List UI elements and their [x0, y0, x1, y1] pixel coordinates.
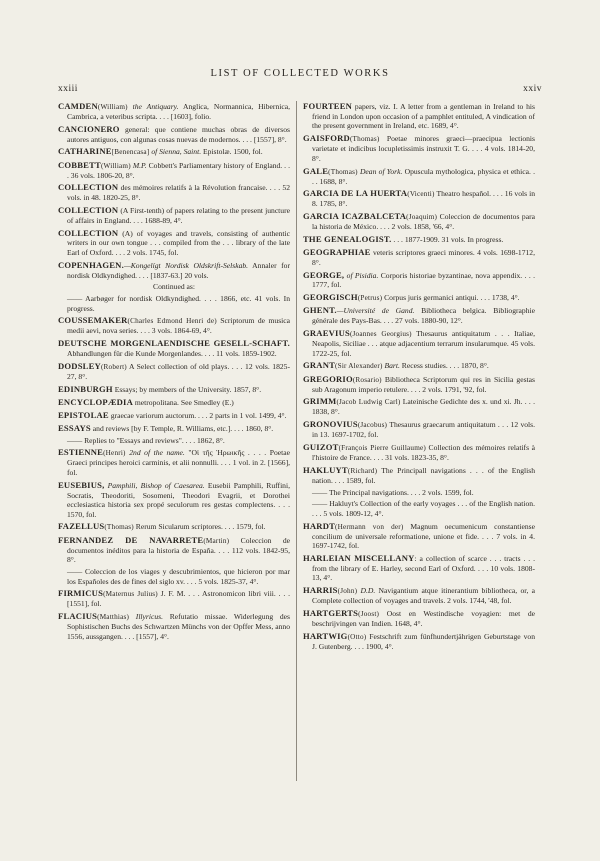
catalog-entry: [58, 588, 290, 609]
catalog-entry: [58, 423, 290, 434]
entry-text: —— Replies to "Essays and reviews". . . . 1862, 8°.: [67, 435, 225, 445]
entry-text: —— Aarbøger for nordisk Oldkyndighed. . . . 1866, etc. 41 vols. In progress.: [67, 294, 290, 313]
catalog-entry: [303, 488, 535, 498]
entry-heading: COBBETT: [58, 159, 101, 170]
catalog-entry: [303, 166, 535, 187]
entry-heading: GHENT.: [303, 305, 337, 316]
entry-author: [Benencasa]: [111, 148, 150, 157]
entry-text: Essays; by members of the University. 1857, 8°.: [112, 384, 262, 394]
entry-text: Anglica, Normannica, Hibernica, Cambrica, a veteribus scripta. . . . [1603], folio.: [67, 102, 291, 122]
entry-text: : a collection of scarce . . . tracts . . . from the library of E. Harley, second Earl of Oxford. . . . 10 vols. 1808-13, 4°.: [312, 554, 535, 583]
entry-heading: CATHARINE: [58, 146, 112, 157]
entry-text: metropolitana. See Smedley (E.): [132, 397, 234, 407]
catalog-entry: [303, 328, 535, 358]
catalog-entry: [303, 234, 535, 245]
entry-text: Cobbett's Parliamentary history of England. . . . 36 vols. 1806-20, 8°.: [67, 160, 290, 180]
catalog-entry: [303, 305, 535, 325]
entry-text: graecae variorum auctorum. . . . 2 parts in 1 vol. 1499, 4°.: [108, 410, 287, 420]
entry-heading: HARDT: [303, 520, 336, 531]
entry-heading: EDINBURGH: [58, 383, 113, 394]
entry-author: (Joost): [358, 610, 380, 619]
entry-text: Continued as:: [153, 282, 195, 292]
entry-text: Refutatio missae. Widerlegung des Sophistischen Buchs des Schwartzen Münchs von der Opffer Mess, anno 1556, aussgangen. . . . [1557], 4°.: [67, 612, 290, 641]
entry-text: Eusebii Pamphili, Ruffini, Socratis, Theodoriti, Sosomeni, Theodori Evagrii, et Dorothei ecclesiastica historia sex propé seculorum res gestas complectens. . . . 1570, fol.: [67, 480, 290, 519]
entry-heading: HARRIS: [303, 585, 338, 596]
entry-heading: GEORGISCH: [303, 292, 358, 303]
entry-heading: EPISTOLAE: [58, 409, 109, 420]
catalog-entry: [58, 410, 290, 421]
entry-author: (Hermann von der): [335, 522, 404, 531]
catalog-entry: [58, 436, 290, 446]
entry-author: (Charles Edmond Henri de): [127, 317, 217, 326]
entry-author: (Vicenti): [407, 190, 435, 199]
entry-author: (Jacob Ludwig Carl): [336, 398, 401, 407]
entry-heading: CAMDEN: [58, 101, 98, 111]
catalog-entry: [58, 384, 290, 395]
entry-heading: GRIMM: [303, 396, 337, 407]
entry-qualifier: —Université de Gand.: [336, 306, 415, 316]
entry-author: (Thomas): [349, 135, 380, 144]
entry-heading: COLLECTION: [58, 182, 119, 193]
entry-text: Corpus juris germanici antiqui. . . . 1738, 4°.: [384, 293, 520, 303]
catalog-entry: [58, 101, 290, 122]
entry-author: (Petrus): [357, 294, 383, 303]
entry-author: (Joannes Georgius): [349, 329, 412, 338]
page-number-right: xxiv: [523, 84, 542, 94]
entry-qualifier: 2nd of the name.: [129, 448, 185, 458]
entry-qualifier: Pamphili, Bishop of Caesarea.: [104, 480, 205, 490]
catalog-entry: [303, 442, 535, 463]
catalog-entry: [58, 282, 290, 292]
catalog-entry: [58, 182, 290, 202]
catalog-entry: [303, 270, 535, 290]
entry-text: A Select collection of old plays. . . . 12 vols. 1825-27, 8°.: [67, 361, 290, 381]
entry-heading: ESSAYS: [58, 422, 91, 433]
column-divider: [296, 101, 297, 781]
catalog-entry: [303, 396, 535, 417]
entry-text: Epistolæ. 1500, fol.: [201, 147, 263, 157]
entry-author: (Jacobus): [357, 421, 388, 430]
entry-heading: ESTIENNE: [58, 447, 104, 458]
entry-text: Bibliotheca belgica. Bibliographie générale des Pays-Bas. . . . 27 vols. 1880-90, 12°.: [312, 306, 535, 326]
entry-text: —— Hakluyt's Collection of the early voyages . . . of the English nation. . . . 5 vols. 1809-12, 4°.: [312, 499, 535, 518]
catalog-entry: [303, 188, 535, 209]
entry-author: (Richard): [347, 466, 378, 475]
entry-text: —— Coleccion de los viages y descubrimientos, que hicieron por mar los Españoles des de fines del siglo xv. . . . 5 vols. 1825-37, 4°.: [67, 567, 290, 586]
entry-text: Recess studies. . . . 1870, 8°.: [399, 361, 489, 371]
catalog-entry: [58, 294, 290, 313]
entry-text: (A First-tenth) of papers relating to the present juncture of affairs in England. . . . 1688-89, 4°.: [67, 206, 290, 225]
entry-author: (Thomas): [328, 167, 358, 176]
entry-text: Theatro hespañol. . . . 16 vols in 8. 1785, 8°.: [312, 189, 535, 209]
entry-author: (Joaquim): [406, 213, 438, 222]
catalog-entry: [58, 338, 290, 358]
catalog-entry: [58, 361, 290, 382]
entry-text: Poetae minores graeci—praecipua lectionis varietate et indicibus locupletissimis instruxit T. G. . . . 4 vols. 1814-20, 8°.: [312, 134, 535, 163]
entry-heading: GEOGRAPHIAE: [303, 246, 371, 257]
entry-heading: COLLECTION: [58, 227, 119, 238]
catalog-entry: [58, 160, 290, 181]
catalog-entry: [303, 631, 535, 652]
entry-text: Bibliotheca Scriptorum qui res in Sicilia gestas sub Aragonum imperio retulere. . . . 2 vols. 1791, '92, fol.: [312, 374, 535, 394]
entry-text: Collection des mémoires relatifs à l'histoire de France. . . . 31 vols. 1823-35, 8°.: [312, 443, 535, 463]
entry-heading: FIRMICUS: [58, 588, 104, 599]
catalog-entry: [303, 521, 535, 551]
entry-heading: HAKLUYT: [303, 464, 348, 475]
catalog-entry: [303, 133, 535, 163]
entry-heading: FAZELLUS: [58, 521, 105, 532]
entry-text: Corporis historiae byzantinae, nova appendix. . . . 1777, fol.: [312, 270, 535, 290]
entry-author: (William): [100, 161, 131, 170]
catalog-entry: [58, 480, 290, 520]
entry-text: des mémoires relatifs à la Révolution francaise. . . . 52 vols. in 48. 1820-25, 8°.: [67, 183, 290, 203]
entry-text: The Principall navigations . . . of the English nation. . . . 1589, fol.: [312, 465, 535, 485]
entry-author: (William): [97, 103, 128, 111]
entry-author: (Henri): [103, 449, 126, 458]
entry-heading: COLLECTION: [58, 205, 119, 216]
catalog-entry: [303, 553, 535, 583]
entry-text: Navigantium atque itinerantium bibliotheca, or, a Complete collection of voyages and travels. 2 vols. 1744, '48, fol.: [312, 586, 536, 606]
catalog-entry: [58, 397, 290, 408]
left-column: [58, 101, 290, 644]
entry-qualifier: Bart.: [384, 361, 400, 371]
entry-heading: GREGORIO: [303, 373, 353, 384]
entry-text: Coleccion de documentos para la historia de México. . . . 2 vols. 1858, '66, 4°.: [312, 212, 535, 232]
entry-author: (Otto): [347, 632, 367, 641]
entry-qualifier: Illyricus.: [135, 612, 164, 622]
entry-qualifier: M.P.: [132, 160, 147, 170]
catalog-entry: [303, 608, 535, 629]
catalog-entry: [58, 535, 290, 565]
entry-text: Annaler for nordisk Oldkyndighed. . . . [1837-63.] 20 vols.: [67, 260, 290, 280]
entry-text: Scriptorum de musica medii aevi, nova series. . . . 3 vols. 1864-69, 4°.: [67, 316, 290, 336]
entry-text: . . . 1877-1909. 31 vols. In progress.: [391, 234, 504, 244]
catalog-entry: [303, 247, 535, 267]
entry-heading: GUIZOT: [303, 442, 339, 453]
entry-heading: HARTWIG: [303, 630, 348, 641]
entry-author: (Matthias): [97, 613, 130, 622]
entry-heading: GALE: [303, 165, 329, 176]
catalog-entry: [58, 447, 290, 477]
catalog-entry: [303, 585, 535, 606]
entry-text: Coleccion de documentos inéditos para la historia de España. . . . 112 vols. 1842-95, 8°.: [67, 535, 290, 565]
catalog-entry: [303, 360, 535, 371]
entry-qualifier: of Sienna, Saint.: [151, 147, 202, 157]
entry-text: Thesaurus graecarum antiquitatum . . . 12 vols. in 13. 1697-1702, fol.: [312, 420, 535, 440]
entry-author: (John): [337, 587, 358, 596]
entry-heading: DEUTSCHE MORGENLAENDISCHE GESELL-SCHAFT.: [58, 338, 290, 349]
catalog-entry: [303, 292, 535, 303]
catalog-entry: [58, 260, 290, 280]
entry-text: "Οἱ τῆς Ἡρωικῆς . . . . Poetae Graeci principes heroici carminis, et alii nonnulli. . . . 1 vol. in 2. [1566], fol.: [67, 448, 291, 478]
catalog-entry: [303, 101, 535, 131]
entry-heading: GRONOVIUS: [303, 419, 358, 430]
entry-qualifier: D.D.: [360, 586, 376, 596]
entry-heading: HARLEIAN MISCELLANY: [303, 553, 415, 564]
entry-heading: GARCIA ICAZBALCETA: [303, 211, 407, 222]
catalog-entry: [303, 465, 535, 486]
entry-text: Opuscula mythologica, physica et ethica. . . . 1688, 8°.: [312, 166, 535, 186]
catalog-entry: [58, 315, 290, 336]
entry-text: Oost en Westindische voyagien: met de beschrijvingen van Indien. 1648, 4°.: [312, 609, 536, 629]
catalog-entry: [58, 611, 290, 641]
entry-author: (Thomas): [104, 523, 134, 532]
catalog-entry: [58, 124, 290, 144]
entry-text: Rerum Sicularum scriptores. . . . 1579, fol.: [135, 522, 266, 532]
entry-heading: CANCIONERO: [58, 123, 120, 134]
entry-qualifier: Dean of York.: [359, 166, 403, 176]
entry-author: (Robert): [100, 362, 127, 371]
entry-qualifier: the Antiquary.: [132, 102, 179, 111]
catalog-entry: [58, 567, 290, 586]
page-title: LIST OF COLLECTED WORKS: [210, 68, 390, 79]
entry-text: Lateinische Gedichte des x. und xi. Jh. . . . 1838, 8°.: [312, 397, 535, 417]
entry-text: Abhandlungen für die Kunde Morgenlandes. . . . 11 vols. 1859-1902.: [67, 349, 277, 359]
page-number-left: xxiii: [58, 84, 78, 94]
entry-heading: ENCYCLOPÆDIA: [58, 396, 133, 407]
entry-text: Festschrift zum fünfhundertjährigen Geburtstage von J. Gutenberg. . . . 1900, 4°.: [312, 631, 535, 651]
entry-heading: GARCIA DE LA HUERTA: [303, 188, 408, 199]
entry-text: Magnum oecumenicum constantiense concilium de universale reformatione, unione et fide. . . . 7 vols. in 4. 1697-1742, fol.: [312, 521, 535, 551]
entry-text: and reviews [by F. Temple, R. Williams, etc.]. . . . 1860, 8°.: [90, 423, 274, 433]
catalog-entry: [303, 419, 535, 440]
entry-heading: GEORGE,: [303, 269, 345, 280]
catalog-entry: [58, 146, 290, 157]
entry-text: —— The Principal navigations. . . . 2 vols. 1599, fol.: [312, 487, 474, 497]
entry-text: veteris scriptores graeci minores. 4 vols. 1698-1712, 8°.: [312, 247, 535, 267]
catalog-entry: [303, 499, 535, 518]
entry-author: (Sir Alexander): [335, 362, 383, 371]
entry-heading: DODSLEY: [58, 360, 101, 371]
entry-author: (Martin): [203, 536, 230, 545]
entry-author: (François Pierre Guillaume): [338, 444, 426, 453]
right-column: [303, 101, 535, 654]
entry-text: J. F. M. . . . Astronomicon libri viii. . . . [1551], fol.: [67, 589, 290, 609]
entry-heading: FERNANDEZ DE NAVARRETE: [58, 534, 204, 545]
catalog-entry: [58, 205, 290, 225]
entry-heading: THE GENEALOGIST.: [303, 233, 392, 244]
entry-heading: GAISFORD: [303, 133, 350, 144]
entry-text: papers, viz. I. A letter from a gentleman in Ireland to his friend in London upon occasion of a pamphlet entituled, A vindication of the present government in Ireland, etc. 1689, 4°.: [312, 102, 535, 131]
entry-heading: COUSSEMAKER: [58, 315, 128, 326]
catalog-entry: [303, 211, 535, 232]
entry-heading: FLACIUS: [58, 611, 98, 622]
entry-heading: HARTGERTS: [303, 608, 359, 619]
entry-heading: EUSEBIUS,: [58, 479, 105, 490]
entry-qualifier: —Kongelígt Nordisk Oldskrift-Selskab.: [123, 260, 249, 270]
catalog-entry: [58, 228, 290, 258]
entry-text: Thesaurus antiquitatum . . . Italiae, Neapolis, Siciliae . . . atque adjacentium terrarum insularumque. 45 vols. 1722-25, fol.: [312, 328, 535, 358]
entry-heading: GRANT: [303, 360, 336, 371]
entry-heading: GRAEVIUS: [303, 327, 350, 338]
catalog-entry: [58, 521, 290, 532]
entry-heading: FOURTEEN: [303, 101, 353, 111]
entry-heading: COPENHAGEN.: [58, 259, 124, 270]
entry-qualifier: of Pisidia.: [344, 270, 379, 280]
entry-text: (A) of voyages and travels, consisting of authentic writers in our own tongue . . . compiled from the . . . library of the late Earl of Oxford. . . . 2 vols. 1745, fol.: [67, 228, 290, 257]
catalog-entry: [303, 374, 535, 395]
entry-author: (Rosario): [352, 375, 382, 384]
entry-text: general: que contiene muchas obras de diversos autores antiguos, con algunas cosas nuevas de modernos. . . . [1557], 8°.: [67, 124, 290, 144]
entry-author: (Maternus Julius): [103, 590, 158, 599]
